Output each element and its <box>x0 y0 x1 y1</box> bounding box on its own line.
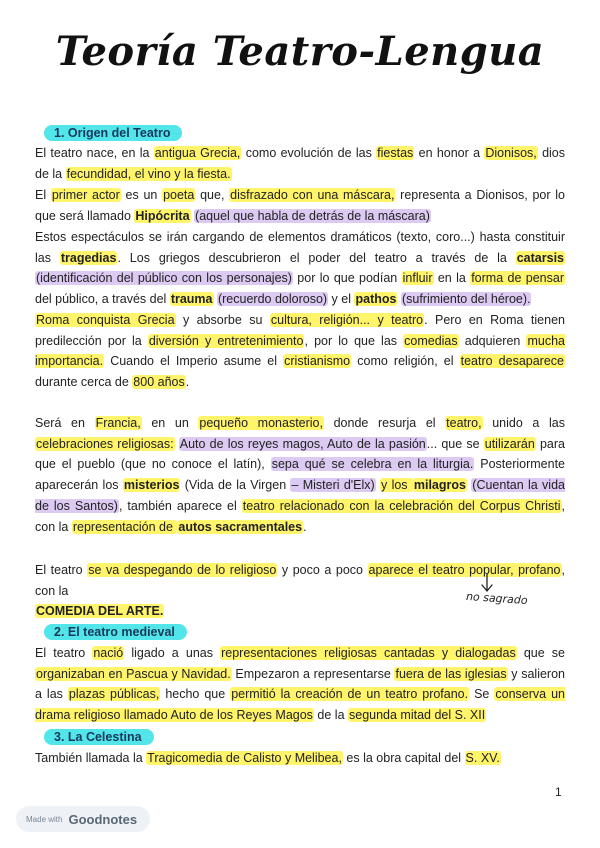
text: Estos espectáculos se irán cargando de elementos dramáticos (texto, coro...) hasta constituir las <box>35 230 565 265</box>
highlight: representación de <box>72 519 177 534</box>
purple-highlight: (identificación del público con los personajes) <box>36 271 292 286</box>
paragraph-origen-grecia <box>35 143 565 184</box>
text: como religión, el <box>351 354 460 369</box>
text: en la <box>433 271 471 286</box>
text: (Vida de la Virgen <box>180 478 291 493</box>
highlight: influir <box>402 271 433 286</box>
text: unido a las <box>482 416 565 430</box>
text: El teatro nace, en la <box>35 146 154 160</box>
highlight: pequeño monasterio, <box>199 416 323 430</box>
text: , también aparece el <box>118 498 242 513</box>
highlight-bold: trauma <box>170 292 213 307</box>
text: , por lo que las <box>304 333 404 348</box>
text: adquieren <box>458 333 527 348</box>
highlight-bold: Hipócrita <box>135 208 190 223</box>
highlight: disfrazado con una máscara, <box>230 188 395 202</box>
highlight-bold: misterios <box>123 478 180 493</box>
highlight-bold: autos sacramentales <box>178 519 303 534</box>
highlight: representaciones religiosas cantadas y dialogadas <box>221 646 516 660</box>
text: ... que se <box>426 436 484 451</box>
highlight: S. XV. <box>465 751 500 765</box>
text: El teatro <box>35 646 93 660</box>
highlight: primer actor <box>51 188 120 202</box>
text: en honor a <box>414 146 485 160</box>
made-with-label: Made with <box>26 814 63 824</box>
highlight: mucha importancia. <box>35 333 565 369</box>
highlight: Roma conquista Grecia <box>36 313 175 327</box>
paragraph-teatro-medieval <box>35 643 565 726</box>
highlight: y los <box>381 478 412 493</box>
highlight: Tragicomedia de Calisto y Melibea, <box>147 751 342 765</box>
highlight-bold: tragedias <box>60 250 117 265</box>
highlight: poeta <box>163 188 195 202</box>
paragraph-roma <box>35 310 565 393</box>
highlight-bold: milagros <box>413 478 466 493</box>
paragraph-tragedias <box>35 227 565 310</box>
paragraph-celestina <box>35 748 565 769</box>
text: Cuando el Imperio asume el <box>104 354 284 369</box>
highlight: antigua Grecia, <box>154 146 241 160</box>
text: . <box>303 519 307 534</box>
text: donde resurja el <box>323 416 446 430</box>
text: ligado a unas <box>124 646 221 660</box>
text: También llamada la <box>35 751 147 765</box>
text: en un <box>141 416 199 430</box>
text: . Pero en Roma tienen predilección por la <box>35 313 565 348</box>
paragraph-primer-actor <box>35 185 565 226</box>
text: , con la <box>35 563 565 598</box>
highlight: organizaban en Pascua y Navidad. <box>36 666 231 681</box>
text: que, <box>195 188 230 202</box>
purple-highlight: – Misteri d'Elx) <box>291 478 375 493</box>
purple-highlight: (recuerdo doloroso) <box>217 292 328 307</box>
highlight: utilizarán <box>484 436 535 451</box>
text: dios de la <box>35 146 565 181</box>
purple-highlight: Auto de los reyes magos, Auto de la pasión <box>179 436 426 451</box>
text: y el <box>328 292 355 307</box>
text: . <box>185 375 190 390</box>
section-heading-origen: 1. Origen del Teatro <box>44 125 182 141</box>
section-heading-celestina: 3. La Celestina <box>44 729 154 745</box>
text: y salieron a las <box>35 666 566 702</box>
text: Empezaron a representarse <box>231 666 395 681</box>
text: y absorbe su <box>175 313 270 327</box>
highlight: diversión y entretenimiento <box>148 333 304 348</box>
highlight: aparece el teatro popular, profano <box>368 563 561 577</box>
highlight: conserva un drama religioso llamado Auto de los Reyes Magos <box>35 687 565 723</box>
text: por lo que podían <box>292 271 402 286</box>
highlight: cultura, religión... y teatro <box>270 313 424 327</box>
highlight: celebraciones religiosas: <box>36 436 174 451</box>
highlight-bold: COMEDIA DEL ARTE. <box>36 604 164 619</box>
purple-highlight: (aquel que habla de detrás de la máscara) <box>195 208 430 223</box>
highlight: segunda mitad del S. XII <box>349 708 486 723</box>
purple-highlight: (sufrimiento del héroe). <box>401 292 531 307</box>
handwritten-note: no sagrado <box>465 589 529 608</box>
highlight: teatro, <box>446 416 482 430</box>
goodnotes-brand: Goodnotes <box>68 811 138 827</box>
highlight: teatro desaparece <box>460 354 564 369</box>
highlight-bold: catarsis <box>516 250 564 265</box>
highlight: nació <box>93 646 124 660</box>
text: Posteriormente aparecerán los <box>35 457 565 493</box>
text: . Los griegos descubrieron el poder del teatro a través de la <box>117 250 516 265</box>
page-number: 1 <box>555 785 562 799</box>
text: de la <box>313 708 348 723</box>
text: , con la <box>35 498 565 534</box>
text: Será en <box>35 416 95 430</box>
highlight: fecundidad, el vino y la fiesta. <box>66 166 231 181</box>
page-title: Teoría Teatro-Lengua <box>55 28 545 75</box>
paragraph-francia <box>35 413 565 537</box>
text: es un <box>120 188 163 202</box>
text: El <box>35 188 51 202</box>
text: como evolución de las <box>241 146 377 160</box>
highlight: fiestas <box>377 146 414 160</box>
section-heading-medieval: 2. El teatro medieval <box>44 624 187 640</box>
text: hecho que <box>160 687 231 702</box>
highlight: Francia, <box>95 416 141 430</box>
highlight: comedias <box>404 333 458 348</box>
text: Se <box>469 687 495 702</box>
highlight: plazas públicas, <box>68 687 160 702</box>
highlight-bold: pathos <box>355 292 397 307</box>
text: durante cerca de <box>35 375 133 390</box>
text: del público, a través del <box>35 292 170 307</box>
highlight: forma de pensar <box>471 271 564 286</box>
highlight: permitió la creación de un teatro profano. <box>231 687 469 702</box>
text: El teatro <box>35 563 88 577</box>
text: que se <box>516 646 565 660</box>
highlight: se va despegando de lo religioso <box>88 563 277 577</box>
made-with-goodnotes-badge[interactable] <box>16 806 150 832</box>
text: para que el pueblo (que no conoce el latín), <box>35 436 565 472</box>
highlight: teatro relacionado con la celebración del Corpus Christi <box>242 498 561 513</box>
purple-highlight: sepa qué se celebra en la liturgia. <box>271 457 474 472</box>
text: y poco a poco <box>277 563 368 577</box>
purple-highlight: (Cuentan la vida de los Santos) <box>35 478 565 513</box>
text: es la obra capital del <box>342 751 465 765</box>
highlight: 800 años <box>133 375 185 390</box>
highlight: fuera de las iglesias <box>395 666 507 681</box>
text: representa a Dionisos, por lo que será llamado <box>35 188 565 223</box>
highlight: cristianismo <box>284 354 351 369</box>
highlight: Dionisos, <box>485 146 537 160</box>
